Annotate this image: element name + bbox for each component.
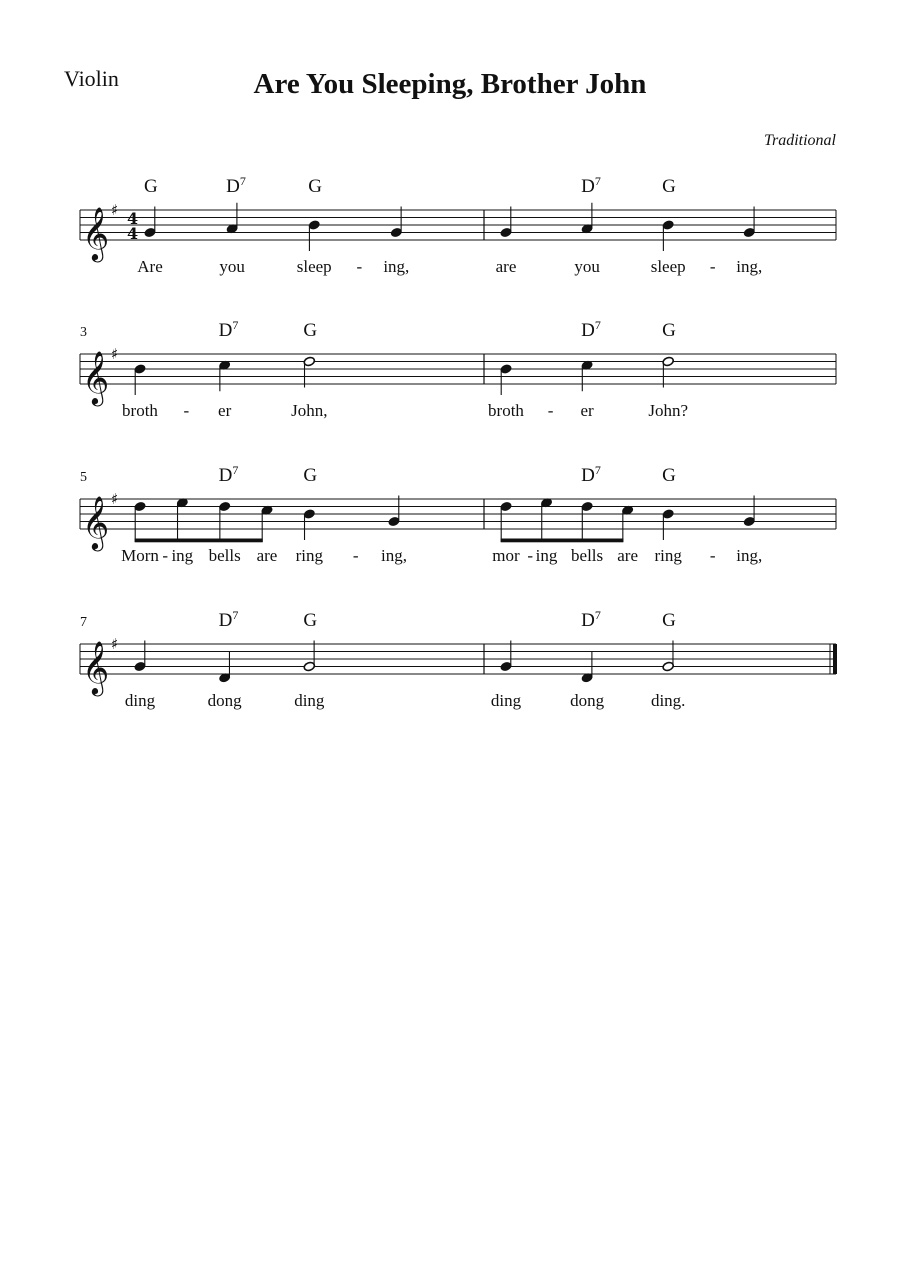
time-signature-bottom: 4 <box>127 224 139 243</box>
chord-symbol: G <box>303 610 318 631</box>
lyric-hyphen: - <box>183 401 190 420</box>
measure-number: 7 <box>80 615 87 630</box>
chord-symbol: $D^7$ <box>218 463 239 486</box>
key-signature-sharp-icon: ♯ <box>111 201 119 219</box>
chord-symbol: $D^7$ <box>218 608 239 631</box>
measure-number: 3 <box>80 325 87 340</box>
lyric-syllable: ring <box>295 546 324 565</box>
chord-symbol: G <box>662 465 676 486</box>
lyric-syllable: are <box>495 257 517 276</box>
chord-symbol: G <box>144 176 158 197</box>
chord-symbol: G <box>662 176 676 197</box>
staff-system <box>0 310 900 430</box>
lyric-syllable: sleep <box>650 257 686 276</box>
lyric-hyphen: - <box>162 546 169 565</box>
lyric-syllable: Morn <box>121 546 159 565</box>
lyric-syllable: you <box>219 257 245 276</box>
lyric-hyphen: - <box>547 401 554 420</box>
treble-clef-icon: 𝄞 <box>82 640 110 694</box>
lyric-syllable: John? <box>648 401 689 420</box>
lyric-syllable: bells <box>208 546 241 565</box>
key-signature-sharp-icon: ♯ <box>111 490 119 508</box>
chord-symbol: $D^7$ <box>581 463 601 486</box>
lyric-syllable: ing, <box>736 546 763 565</box>
key-signature-sharp-icon: ♯ <box>111 345 119 363</box>
lyric-syllable: you <box>574 257 600 276</box>
chord-symbol: $D^7$ <box>581 318 601 341</box>
chord-extension: 7 <box>232 608 239 622</box>
lyric-syllable: ing, <box>380 546 407 565</box>
beam <box>135 539 263 543</box>
chord-symbol: G <box>303 465 318 486</box>
lyric-syllable: are <box>617 546 639 565</box>
lyric-syllable: dong <box>570 691 605 710</box>
lyric-syllable: ring <box>654 546 682 565</box>
composer-credit: Traditional <box>763 132 836 149</box>
key-signature-sharp-icon: ♯ <box>111 635 119 653</box>
chord-extension: 7 <box>232 463 239 477</box>
lyric-syllable: ing, <box>736 257 763 276</box>
chord-extension: 7 <box>594 318 601 332</box>
chord-extension: 7 <box>594 463 601 477</box>
lyric-syllable: John, <box>291 401 328 420</box>
lyric-syllable: ding <box>490 691 522 710</box>
chord-extension: 7 <box>232 318 239 332</box>
chord-symbol: $D^7$ <box>226 174 246 197</box>
treble-clef-icon: 𝄞 <box>82 206 110 260</box>
lyric-hyphen: - <box>356 257 363 276</box>
beam <box>501 539 624 543</box>
lyric-hyphen: - <box>352 546 359 565</box>
lyric-hyphen: - <box>709 546 716 565</box>
staff-system <box>0 166 900 286</box>
chord-symbol: G <box>308 176 322 197</box>
lyric-syllable: ing, <box>383 257 410 276</box>
staff-system <box>0 455 900 575</box>
lyric-hyphen: - <box>527 546 534 565</box>
measure-number: 5 <box>80 470 87 485</box>
chord-symbol: $D^7$ <box>581 174 601 197</box>
lyric-syllable: bells <box>571 546 604 565</box>
staff-system <box>0 600 900 720</box>
lyric-syllable: er <box>580 401 594 420</box>
song-title: Are You Sleeping, Brother John <box>253 68 647 100</box>
lyric-syllable: broth <box>488 401 524 420</box>
treble-clef-icon: 𝄞 <box>82 495 110 549</box>
lyric-hyphen: - <box>709 257 716 276</box>
chord-symbol: G <box>303 320 318 341</box>
lyric-syllable: ding. <box>650 691 686 710</box>
treble-clef-icon: 𝄞 <box>82 350 110 404</box>
chord-symbol: $D^7$ <box>581 608 601 631</box>
chord-extension: 7 <box>239 174 246 188</box>
chord-symbol: G <box>662 610 676 631</box>
lyric-syllable: Are <box>137 257 163 276</box>
chord-symbol: G <box>662 320 676 341</box>
lyric-syllable: er <box>218 401 232 420</box>
lyric-syllable: are <box>256 546 278 565</box>
lyric-syllable: ding <box>294 691 325 710</box>
chord-extension: 7 <box>594 608 601 622</box>
time-signature-top: 4 <box>127 209 139 228</box>
lyric-syllable: broth <box>122 401 158 420</box>
lyric-syllable: sleep <box>296 257 332 276</box>
chord-extension: 7 <box>594 174 601 188</box>
final-barline-thick <box>833 644 837 674</box>
instrument-name: Violin <box>64 66 119 91</box>
lyric-syllable: ing <box>535 546 558 565</box>
chord-symbol: $D^7$ <box>218 318 239 341</box>
lyric-syllable: dong <box>207 691 242 710</box>
lyric-syllable: mor <box>492 546 520 565</box>
lyric-syllable: ing <box>171 546 194 565</box>
lyric-syllable: ding <box>124 691 156 710</box>
